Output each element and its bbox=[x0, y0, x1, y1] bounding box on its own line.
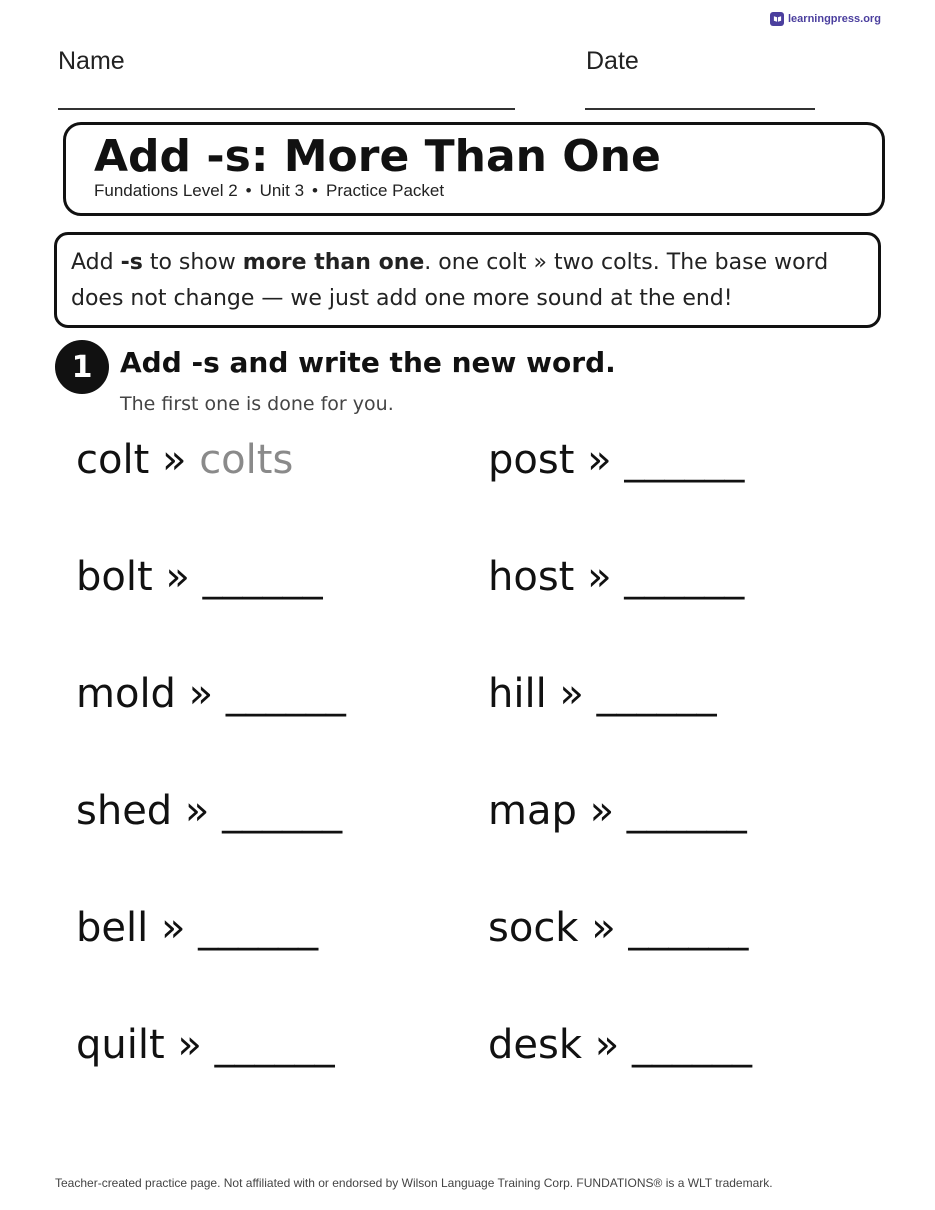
exercise-subtitle: The first one is done for you. bbox=[120, 393, 394, 415]
answer-blank[interactable]: ______ bbox=[596, 671, 717, 717]
word-item bbox=[76, 664, 488, 781]
separator-dot: • bbox=[245, 181, 252, 200]
word-item bbox=[76, 898, 488, 1015]
separator-dot: • bbox=[312, 181, 318, 200]
answer-blank[interactable]: ______ bbox=[624, 437, 745, 483]
answer-blank[interactable]: ______ bbox=[631, 1022, 752, 1068]
footer-disclaimer: Teacher-created practice page. Not affiliated with or endorsed by Wilson Language Training Corp. FUNDATIONS® is a WLT trademark. bbox=[55, 1176, 773, 1190]
date-line[interactable] bbox=[585, 108, 815, 110]
base-word: map bbox=[488, 788, 577, 834]
answer-blank[interactable]: ______ bbox=[214, 1022, 335, 1068]
page-title: Add -s: More Than One bbox=[94, 131, 661, 182]
book-icon bbox=[770, 12, 784, 26]
packet-text: Practice Packet bbox=[325, 181, 445, 200]
arrow-glyph: » bbox=[587, 437, 612, 483]
base-word: bell bbox=[76, 905, 149, 951]
word-item bbox=[488, 547, 888, 664]
word-item bbox=[76, 547, 488, 664]
base-word: quilt bbox=[76, 1022, 165, 1068]
arrow-glyph: » bbox=[177, 1022, 202, 1068]
intro-text: Add bbox=[71, 250, 121, 275]
brand-text: learningpress.org bbox=[788, 13, 881, 25]
name-label: Name bbox=[58, 47, 125, 75]
answer-blank[interactable]: ______ bbox=[626, 788, 747, 834]
arrow-glyph: » bbox=[184, 788, 210, 834]
level-text: Fundations Level 2 bbox=[94, 181, 238, 200]
arrow-glyph: » bbox=[160, 905, 186, 951]
base-word: colt bbox=[76, 437, 150, 483]
base-word: hill bbox=[488, 671, 547, 717]
subtitle bbox=[94, 181, 444, 201]
base-word: mold bbox=[76, 671, 176, 717]
base-word: host bbox=[488, 554, 575, 600]
answer-blank[interactable]: ______ bbox=[624, 554, 745, 600]
word-item bbox=[76, 781, 488, 898]
base-word: post bbox=[488, 437, 575, 483]
word-grid bbox=[76, 430, 896, 1132]
answer-blank[interactable]: ______ bbox=[198, 905, 319, 951]
intro-example: . one colt » two colts. The base word does not change — we just add one more sound at the end! bbox=[71, 250, 829, 311]
answer-blank[interactable]: ______ bbox=[202, 554, 323, 600]
name-line[interactable] bbox=[58, 108, 515, 110]
answer-blank[interactable]: ______ bbox=[225, 671, 346, 717]
arrow-glyph: » bbox=[161, 437, 187, 483]
base-word: sock bbox=[488, 905, 579, 951]
title-box bbox=[63, 122, 885, 216]
answer-blank[interactable]: ______ bbox=[222, 788, 343, 834]
arrow-glyph: » bbox=[559, 671, 584, 717]
instruction-box bbox=[54, 232, 881, 328]
word-item bbox=[76, 430, 488, 547]
word-item bbox=[488, 664, 888, 781]
intro-text: to show bbox=[142, 250, 243, 275]
arrow-glyph: » bbox=[589, 788, 615, 834]
date-label: Date bbox=[586, 47, 639, 75]
word-item bbox=[488, 781, 888, 898]
arrow-glyph: » bbox=[165, 554, 190, 600]
answer-example: colts bbox=[199, 437, 294, 483]
word-item bbox=[488, 430, 888, 547]
base-word: bolt bbox=[76, 554, 153, 600]
unit-text: Unit 3 bbox=[259, 181, 305, 200]
brand-logo bbox=[770, 12, 881, 26]
arrow-glyph: » bbox=[594, 1022, 620, 1068]
base-word: desk bbox=[488, 1022, 583, 1068]
answer-blank[interactable]: ______ bbox=[628, 905, 749, 951]
word-item bbox=[488, 898, 888, 1015]
word-item bbox=[488, 1015, 888, 1132]
arrow-glyph: » bbox=[587, 554, 612, 600]
arrow-glyph: » bbox=[591, 905, 616, 951]
intro-emphasis: more than one bbox=[242, 250, 425, 275]
intro-suffix: -s bbox=[120, 250, 143, 275]
step-number-badge: 1 bbox=[55, 340, 109, 394]
arrow-glyph: » bbox=[188, 671, 214, 717]
word-item bbox=[76, 1015, 488, 1132]
base-word: shed bbox=[76, 788, 173, 834]
exercise-title: Add -s and write the new word. bbox=[120, 346, 616, 379]
